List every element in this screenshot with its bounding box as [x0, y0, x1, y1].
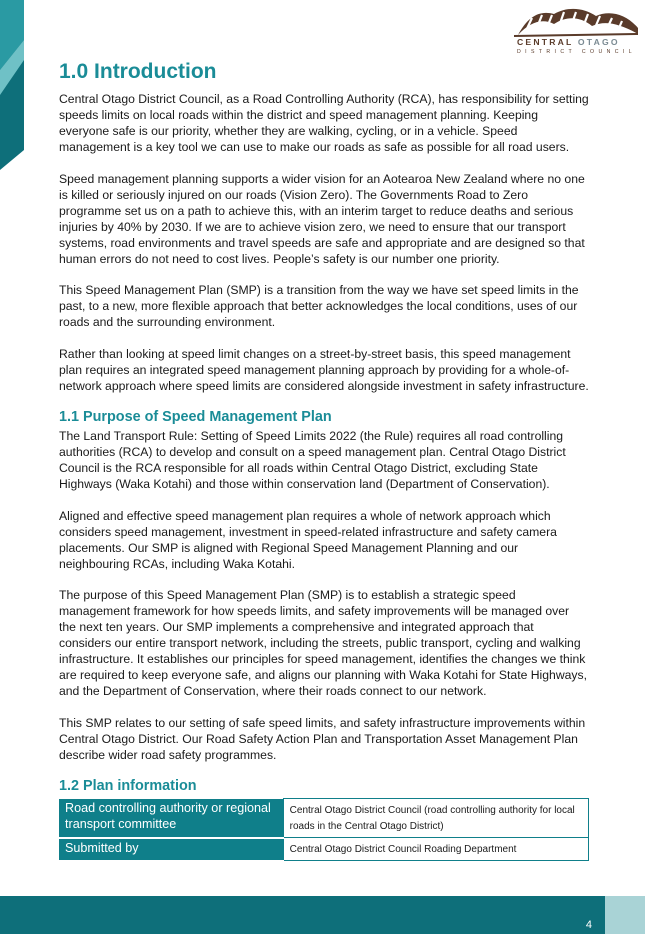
- footer-tab: [605, 896, 645, 934]
- purpose-paragraph: This SMP relates to our setting of safe speed limits, and safety infrastructure improvements within Central Otago District. Our Road Safety Action Plan and Transportation Asset Management Plan describe wider road safety programmes.: [59, 715, 586, 762]
- left-decorative-stripe: [0, 0, 24, 170]
- section-heading-purpose: 1.1 Purpose of Speed Management Plan: [59, 409, 332, 425]
- table-row: [59, 799, 589, 838]
- logo-name: CENTRAL OTAGO: [517, 37, 620, 47]
- page-number: 4: [585, 919, 592, 931]
- intro-paragraph: Rather than looking at speed limit changes on a street-by-street basis, this speed management plan requires an integrated speed management planning approach by providing for a whole-of-network approach where speed limits are considered alongside investment in safety infrastructure.: [59, 346, 589, 393]
- table-label-cell: Submitted by: [59, 838, 283, 861]
- logo-subtitle: DISTRICT COUNCIL: [517, 49, 637, 55]
- purpose-paragraph: The Land Transport Rule: Setting of Speed Limits 2022 (the Rule) requires all road controlling authorities (RCA) to develop and consult on a speed management plan. Central Otago District Council is the RCA responsible for all roads within Central Otago District, excluding State Highways (Waka Kotahi) and those within conservation land (Department of Conservation).: [59, 429, 566, 491]
- purpose-paragraph: The purpose of this Speed Management Plan (SMP) is to establish a strategic speed management framework for how speeds limits, and safety improvements will be managed over the next ten years. Our SMP implements a comprehensive and integrated approach that considers our entire transport network, including the streets, public transport, cycling and walking infrastructure. It establishes our principles for speed management, identifies the changes we think are required to keep everyone safe, and aligns our planning with Waka Kotahi for State Highways, and the Department of Conservation, where their roads connect to our network.: [59, 588, 587, 698]
- page-title: 1.0 Introduction: [59, 60, 217, 83]
- table-row: [59, 838, 589, 861]
- intro-paragraph: This Speed Management Plan (SMP) is a transition from the way we have set speed limits in the past, to a new, more flexible approach that better acknowledges the local conditions, uses of our roads and the surrounding environment.: [59, 283, 579, 329]
- plan-info-table: [59, 798, 589, 862]
- section-heading-plan-info: 1.2 Plan information: [59, 778, 197, 794]
- table-value-cell: Central Otago District Council (road controlling authority for local roads in the Central Otago District): [283, 799, 588, 838]
- purpose-paragraph: Aligned and effective speed management plan requires a whole of network approach which considers speed management, investment in speed-related infrastructure and safety camera placements. Our SMP is aligned with Regional Speed Management Planning and our neighbouring RCAs, including Waka Kotahi.: [59, 508, 557, 571]
- intro-paragraph: Central Otago District Council, as a Road Controlling Authority (RCA), has responsibility for setting speeds limits on local roads within the district and speed management planning. Keeping everyone safe is our priority, whether they are walking, cycling, or in a vehicle. Speed management is a key tool we can use to make our roads as safe as possible for all road users.: [59, 92, 589, 154]
- intro-paragraph: Speed management planning supports a wider vision for an Aotearoa New Zealand where no one is killed or seriously injured on our roads (Vision Zero). The Governments Road to Zero programme set us on a path to achieve this, with an interim target to reduce deaths and serious injuries by 40% by 2030. If we are to achieve vision zero, we need to ensure that our transport systems, road environments and travel speeds are safe and appropriate and are designed so that human errors do not need to cost lives. People’s safety is our number one priority.: [59, 171, 585, 266]
- main-content: [59, 91, 589, 862]
- footer-bar: [0, 896, 605, 934]
- table-label-cell: Road controlling authority or regional transport committee: [59, 799, 283, 838]
- table-value-cell: Central Otago District Council Roading Department: [283, 838, 588, 861]
